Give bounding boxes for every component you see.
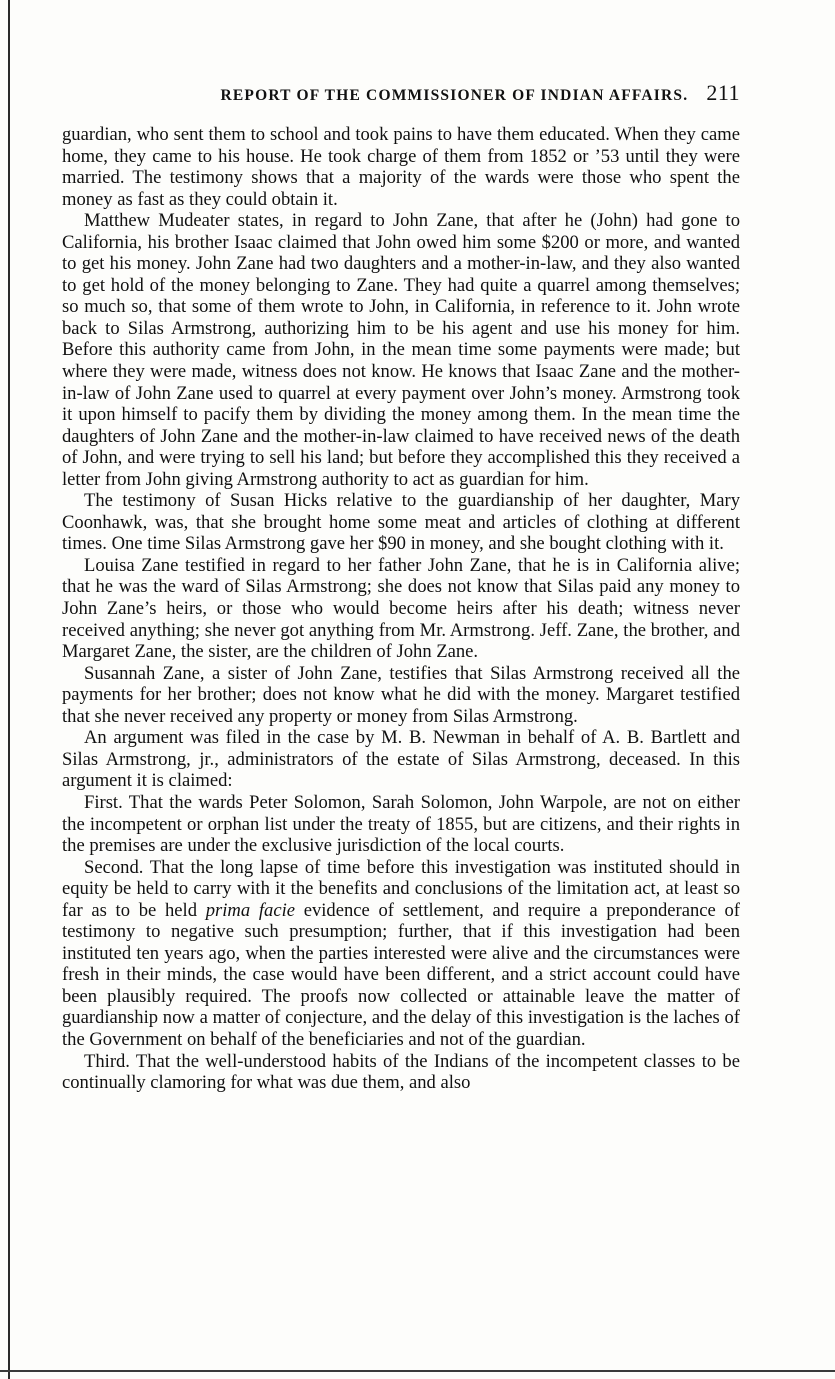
paragraph-1: guardian, who sent them to school and took pains to have them educated. When they came home, they came to his house. He took charge of them from 1852 or ’53 until they were married. The testimony shows that a majority of the wards were those who spent the money as fast as they could obtain it. — [62, 124, 740, 210]
paragraph-9: Third. That the well-understood habits of the Indians of the incompetent classes to be continually clamoring for what was due them, and also — [62, 1050, 740, 1094]
page-header — [62, 80, 740, 114]
body-text — [62, 124, 740, 1094]
paragraph-4: Louisa Zane testified in regard to her father John Zane, that he is in California alive; that he was the ward of Silas Armstrong; she does not know that Silas paid any money to John Zane’s heirs, or those who would become heirs after his death; witness never received anything; she never got anything from Mr. Armstrong. Jeff. Zane, the brother, and Margaret Zane, the sister, are the children of John Zane. — [62, 554, 740, 663]
paragraph-3: The testimony of Susan Hicks relative to the guardianship of her daughter, Mary Coonhawk, was, that she brought home some meat and articles of clothing at different times. One time Silas Armstrong gave her $90 in money, and she bought clothing with it. — [62, 490, 740, 555]
paragraph-7: First. That the wards Peter Solomon, Sarah Solomon, John Warpole, are not on either the incompetent or orphan list under the treaty of 1855, but are citizens, and their rights in the premises are under the exclusive jurisdiction of the local courts. — [62, 791, 740, 857]
page-number: 211 — [706, 80, 740, 105]
paragraph-8-part-2: evidence of settlement, and require a preponderance of testimony to negative such presumption; further, that if this investigation had been instituted ten years ago, when the parties interested were alive and the circumstances were fresh in their minds, the case would have been different, and a strict account could have been plausibly required. The proofs now collected or attainable leave the matter of guardianship now a matter of conjecture, and the delay of this investigation is the laches of the Government on behalf of the beneficiaries and not of the guardian. — [62, 899, 740, 1050]
running-head: REPORT OF THE COMMISSIONER OF INDIAN AFFAIRS. — [220, 87, 689, 104]
page-edge-bottom — [0, 1370, 835, 1372]
page-edge-left — [8, 0, 10, 1379]
paragraph-8-part-1: Second. That the long lapse of time before this investigation was instituted should in equity be held to carry with it the benefits and conclusions of the limitation act, at least so far as to be held — [62, 856, 740, 921]
paragraph-8 — [62, 857, 740, 1051]
paragraph-5: Susannah Zane, a sister of John Zane, testifies that Silas Armstrong received all the payments for her brother; does not know what he did with the money. Margaret testified that she never received any property or money from Silas Armstrong. — [62, 662, 740, 727]
paragraph-6: An argument was filed in the case by M. B. Newman in behalf of A. B. Bartlett and Silas Armstrong, jr., administrators of the estate of Silas Armstrong, deceased. In this argument it is claimed: — [62, 727, 740, 792]
paragraph-2: Matthew Mudeater states, in regard to John Zane, that after he (John) had gone to California, his brother Isaac claimed that John owed him some $200 or more, and wanted to get his money. John Zane had two daughters and a mother-in-law, and they also wanted to get hold of the money belonging to Zane. They had quite a quarrel among themselves; so much so, that some of them wrote to John, in California, in reference to it. John wrote back to Silas Armstrong, authorizing him to be his agent and use his money for him. Before this authority came from John, in the mean time some payments were made; but where they were made, witness does not know. He knows that Isaac Zane and the mother-in-law of John Zane used to quarrel at every payment over John’s money. Armstrong took it upon himself to pacify them by dividing the money among them. In the mean time the daughters of John Zane and the mother-in-law claimed to have received news of the death of John, and were trying to sell his land; but before they accomplished this they received a letter from John giving Armstrong authority to act as guardian for him. — [62, 210, 740, 490]
paragraph-8-italic: prima facie — [205, 899, 295, 921]
